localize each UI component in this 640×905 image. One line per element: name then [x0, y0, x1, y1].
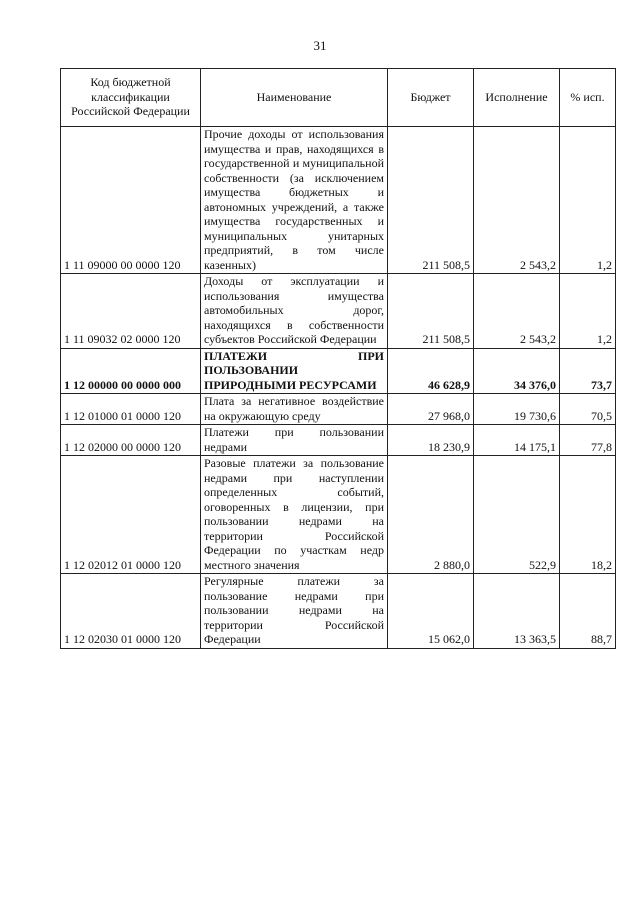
- row-execution: 2 543,2: [474, 127, 560, 274]
- row-budget: 2 880,0: [388, 456, 474, 574]
- table-row: [61, 127, 616, 274]
- row-percent: 70,5: [560, 394, 616, 425]
- row-name: Регулярные платежи за пользование недрами при пользовании недрами на территории Российской Федерации: [201, 574, 388, 649]
- row-percent: 1,2: [560, 127, 616, 274]
- row-budget: 18 230,9: [388, 425, 474, 456]
- row-name: Плата за негативное воздействие на окружающую среду: [201, 394, 388, 425]
- row-budget: 211 508,5: [388, 127, 474, 274]
- page-number: 31: [313, 38, 327, 53]
- table-row: [61, 456, 616, 574]
- row-code: 1 12 01000 01 0000 120: [61, 394, 201, 425]
- row-code: 1 11 09032 02 0000 120: [61, 274, 201, 349]
- table-header-row: [61, 69, 616, 127]
- header-budget: Бюджет: [388, 69, 474, 127]
- row-code: 1 11 09000 00 0000 120: [61, 127, 201, 274]
- row-execution: 19 730,6: [474, 394, 560, 425]
- row-execution: 2 543,2: [474, 274, 560, 349]
- row-percent: 1,2: [560, 274, 616, 349]
- row-name: ПЛАТЕЖИ ПРИ ПОЛЬЗОВАНИИ ПРИРОДНЫМИ РЕСУРСАМИ: [201, 348, 388, 394]
- row-code: 1 12 02012 01 0000 120: [61, 456, 201, 574]
- header-execution: Исполнение: [474, 69, 560, 127]
- row-code: 1 12 02030 01 0000 120: [61, 574, 201, 649]
- table-row: [61, 394, 616, 425]
- header-percent: % исп.: [560, 69, 616, 127]
- row-name: Доходы от эксплуатации и использования имущества автомобильных дорог, находящихся в собственности субъектов Российской Федерации: [201, 274, 388, 349]
- row-execution: 34 376,0: [474, 348, 560, 394]
- row-name: Разовые платежи за пользование недрами при наступлении определенных событий, оговоренных в лицензии, при пользовании недрами на территории Российской Федерации по участкам недр местного значения: [201, 456, 388, 574]
- row-percent: 18,2: [560, 456, 616, 574]
- table-row-section: [61, 348, 616, 394]
- row-execution: 14 175,1: [474, 425, 560, 456]
- row-percent: 73,7: [560, 348, 616, 394]
- row-percent: 88,7: [560, 574, 616, 649]
- row-code: 1 12 02000 00 0000 120: [61, 425, 201, 456]
- row-execution: 13 363,5: [474, 574, 560, 649]
- table-row: [61, 425, 616, 456]
- row-budget: 27 968,0: [388, 394, 474, 425]
- row-budget: 46 628,9: [388, 348, 474, 394]
- row-name: Прочие доходы от использования имущества и прав, находящихся в государственной и муниципальной собственности (за исключением имущества бюджетных и автономных учреждений, а также имущества государственных и муниципальных унитарных предприятий, в том числе казенных): [201, 127, 388, 274]
- table-row: [61, 574, 616, 649]
- row-name: Платежи при пользовании недрами: [201, 425, 388, 456]
- header-code: Код бюджетной классификации Российской Федерации: [61, 69, 201, 127]
- row-percent: 77,8: [560, 425, 616, 456]
- table-row: [61, 274, 616, 349]
- budget-execution-table: [60, 68, 616, 649]
- row-budget: 15 062,0: [388, 574, 474, 649]
- row-budget: 211 508,5: [388, 274, 474, 349]
- header-name: Наименование: [201, 69, 388, 127]
- row-execution: 522,9: [474, 456, 560, 574]
- row-code: 1 12 00000 00 0000 000: [61, 348, 201, 394]
